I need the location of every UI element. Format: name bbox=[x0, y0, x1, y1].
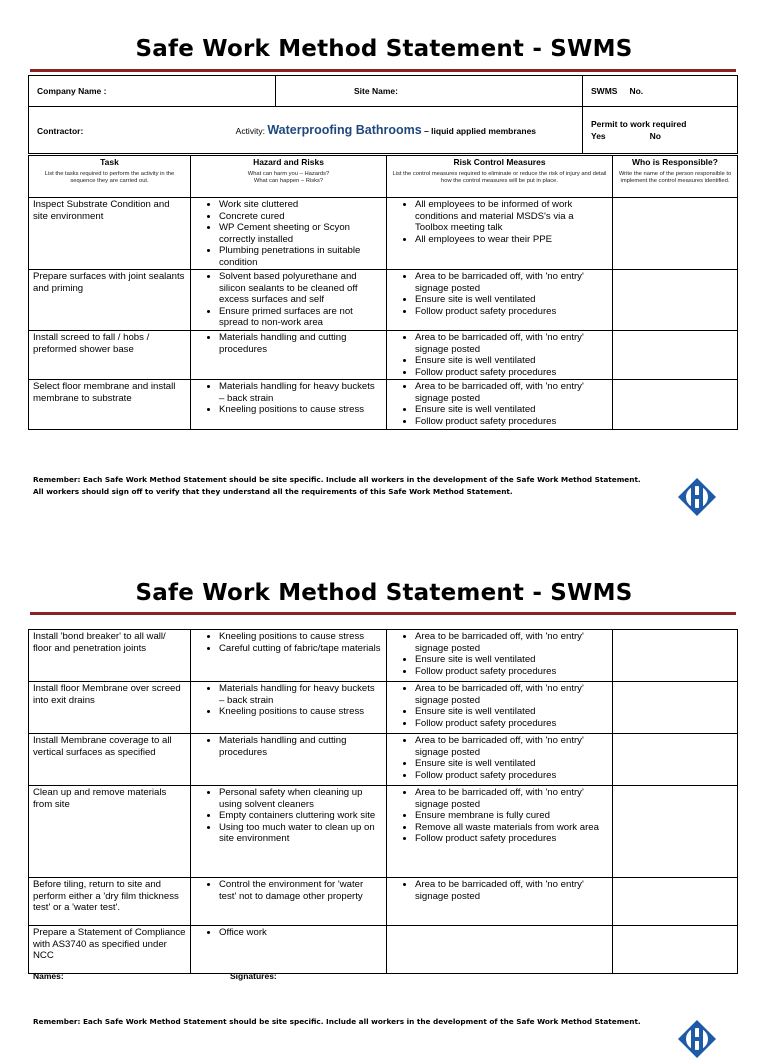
task-cell[interactable]: Select floor membrane and install membrane to substrate bbox=[29, 380, 191, 430]
site-name-cell[interactable] bbox=[276, 76, 583, 107]
hazard-cell[interactable] bbox=[191, 926, 387, 974]
control-item: • All employees to be informed of work conditions and material MSDS's via a Toolbox meeting talk bbox=[415, 199, 608, 234]
control-cell[interactable] bbox=[387, 630, 613, 682]
table-row bbox=[29, 734, 738, 786]
hazard-item: • Solvent based polyurethane and silicon sealants to be cleaned off excess surfaces and self bbox=[219, 271, 382, 306]
hazard-item: • Ensure primed surfaces are not spread to non-work area bbox=[219, 306, 382, 329]
control-item: • Ensure site is well ventilated bbox=[415, 654, 608, 666]
hazard-item: • Kneeling positions to cause stress bbox=[219, 404, 382, 416]
activity-suffix: – liquid applied membranes bbox=[424, 126, 537, 136]
control-cell[interactable] bbox=[387, 734, 613, 786]
hazard-item: • Empty containers cluttering work site bbox=[219, 810, 382, 822]
contractor-label: Contractor: bbox=[37, 126, 84, 136]
column-header-responsible: Who is Responsible? Write the name of the person responsible to implement the control measures identified. bbox=[613, 156, 738, 198]
control-item: • Follow product safety procedures bbox=[415, 416, 608, 428]
site-name-label: Site Name: bbox=[354, 86, 398, 96]
hazard-item: • Control the environment for 'water test' not to damage other property bbox=[219, 879, 382, 902]
task-cell[interactable]: Prepare surfaces with joint sealants and priming bbox=[29, 270, 191, 331]
task-cell[interactable]: Install screed to fall / hobs / preformed shower base bbox=[29, 331, 191, 380]
reminder-line-1b: Remember: Each Safe Work Method Statement should be site specific. Include all workers in the development of the Safe Work Method Statement. bbox=[33, 1017, 641, 1026]
responsible-cell[interactable] bbox=[613, 734, 738, 786]
control-item: • Follow product safety procedures bbox=[415, 367, 608, 379]
permit-cell[interactable] bbox=[583, 107, 738, 154]
reminder-note-2 bbox=[33, 1016, 641, 1028]
control-cell[interactable] bbox=[387, 270, 613, 331]
control-item: • Area to be barricaded off, with 'no entry' signage posted bbox=[415, 787, 608, 810]
control-cell[interactable] bbox=[387, 926, 613, 974]
control-item: • Area to be barricaded off, with 'no entry' signage posted bbox=[415, 271, 608, 294]
hazard-cell[interactable] bbox=[191, 331, 387, 380]
names-label: Names: bbox=[33, 971, 64, 981]
responsible-cell[interactable] bbox=[613, 786, 738, 878]
hazard-item: • WP Cement sheeting or Scyon correctly installed bbox=[219, 222, 382, 245]
control-item: • Area to be barricaded off, with 'no entry' signage posted bbox=[415, 332, 608, 355]
column-header-task: Task List the tasks required to perform the activity in the sequence they are carried out. bbox=[29, 156, 191, 198]
table-row bbox=[29, 630, 738, 682]
table-row bbox=[29, 786, 738, 878]
title-rule-2 bbox=[30, 612, 736, 615]
control-cell[interactable] bbox=[387, 198, 613, 270]
hazard-item: • Careful cutting of fabric/tape materials bbox=[219, 643, 382, 655]
control-item: • Area to be barricaded off, with 'no entry' signage posted bbox=[415, 735, 608, 758]
hazard-item: • Materials handling for heavy buckets – back strain bbox=[219, 683, 382, 706]
activity-name: Waterproofing Bathrooms bbox=[267, 123, 422, 137]
hazard-item: • Work site cluttered bbox=[219, 199, 382, 211]
control-item: • Ensure site is well ventilated bbox=[415, 404, 608, 416]
control-cell[interactable] bbox=[387, 878, 613, 926]
control-item: • Follow product safety procedures bbox=[415, 666, 608, 678]
responsible-cell[interactable] bbox=[613, 198, 738, 270]
column-header-controls: Risk Control Measures List the control measures required to eliminate or reduce the risk of injury and detail how the control measures will be put in place. bbox=[387, 156, 613, 198]
hazard-item: • Personal safety when cleaning up using solvent cleaners bbox=[219, 787, 382, 810]
control-item: • Ensure membrane is fully cured bbox=[415, 810, 608, 822]
column-header-hazards: Hazard and Risks What can harm you – Hazards? What can happen – Risks? bbox=[191, 156, 387, 198]
task-cell[interactable]: Before tiling, return to site and perform either a 'dry film thickness test' or a 'water test'. bbox=[29, 878, 191, 926]
hazard-item: • Office work bbox=[219, 927, 382, 939]
control-cell[interactable] bbox=[387, 331, 613, 380]
company-name-cell[interactable] bbox=[29, 76, 276, 107]
control-item: • Follow product safety procedures bbox=[415, 718, 608, 730]
task-cell[interactable]: Clean up and remove materials from site bbox=[29, 786, 191, 878]
table-row bbox=[29, 331, 738, 380]
control-item: • Follow product safety procedures bbox=[415, 833, 608, 845]
company-name-label: Company Name : bbox=[37, 86, 107, 96]
control-item: • Ensure site is well ventilated bbox=[415, 706, 608, 718]
hazard-item: • Concrete cured bbox=[219, 211, 382, 223]
hazard-item: • Materials handling and cutting procedures bbox=[219, 735, 382, 758]
page-title-2: Safe Work Method Statement - SWMS bbox=[135, 580, 633, 606]
activity-label: Activity: bbox=[235, 126, 265, 136]
hazard-cell[interactable] bbox=[191, 786, 387, 878]
control-item: • Remove all waste materials from work area bbox=[415, 822, 608, 834]
control-item: • Area to be barricaded off, with 'no entry' signage posted bbox=[415, 879, 608, 902]
table-row bbox=[29, 926, 738, 974]
hazard-cell[interactable] bbox=[191, 380, 387, 430]
responsible-cell[interactable] bbox=[613, 630, 738, 682]
header-table bbox=[28, 75, 738, 154]
control-cell[interactable] bbox=[387, 682, 613, 734]
page-title: Safe Work Method Statement - SWMS bbox=[135, 36, 633, 62]
control-item: • Follow product safety procedures bbox=[415, 770, 608, 782]
hazard-item: • Materials handling for heavy buckets – back strain bbox=[219, 381, 382, 404]
control-item: • Area to be barricaded off, with 'no entry' signage posted bbox=[415, 683, 608, 706]
task-cell[interactable]: Install floor Membrane over screed into exit drains bbox=[29, 682, 191, 734]
task-cell[interactable]: Install Membrane coverage to all vertical surfaces as specified bbox=[29, 734, 191, 786]
task-cell[interactable]: Inspect Substrate Condition and site environment bbox=[29, 198, 191, 270]
hazard-cell[interactable] bbox=[191, 734, 387, 786]
control-item: • Ensure site is well ventilated bbox=[415, 355, 608, 367]
control-item: • Follow product safety procedures bbox=[415, 306, 608, 318]
signatures-label: Signatures: bbox=[230, 971, 277, 981]
hazard-cell[interactable] bbox=[191, 878, 387, 926]
table-row bbox=[29, 682, 738, 734]
control-item: • All employees to wear their PPE bbox=[415, 234, 608, 246]
control-cell[interactable] bbox=[387, 380, 613, 430]
hazard-cell[interactable] bbox=[191, 682, 387, 734]
control-item: • Ensure site is well ventilated bbox=[415, 758, 608, 770]
title-rule bbox=[30, 69, 736, 72]
table-row bbox=[29, 198, 738, 270]
swms-no-cell[interactable] bbox=[583, 76, 738, 107]
table-row bbox=[29, 878, 738, 926]
hazard-item: • Kneeling positions to cause stress bbox=[219, 706, 382, 718]
hazard-cell[interactable] bbox=[191, 270, 387, 331]
task-cell[interactable]: Prepare a Statement of Compliance with AS3740 as specified under NCC bbox=[29, 926, 191, 974]
hazard-cell[interactable] bbox=[191, 198, 387, 270]
reminder-line-2: All workers should sign off to verify that they understand all the requirements of this Safe Work Method Statement. bbox=[33, 487, 513, 496]
table-row bbox=[29, 380, 738, 430]
company-logo-icon bbox=[676, 476, 718, 518]
permit-no[interactable]: No bbox=[649, 131, 661, 141]
reminder-line-1: Remember: Each Safe Work Method Statement should be site specific. Include all workers in the development of the Safe Work Method Statement. bbox=[33, 475, 641, 484]
hazard-item: • Materials handling and cutting procedures bbox=[219, 332, 382, 355]
task-table-page1 bbox=[28, 155, 738, 430]
control-cell[interactable] bbox=[387, 786, 613, 878]
swms-label: SWMS bbox=[591, 86, 618, 96]
task-cell[interactable]: Install 'bond breaker' to all wall/ floor and penetration joints bbox=[29, 630, 191, 682]
reminder-note bbox=[33, 474, 641, 498]
task-table-page2 bbox=[28, 629, 738, 974]
hazard-cell[interactable] bbox=[191, 630, 387, 682]
company-logo-icon-2 bbox=[676, 1018, 718, 1060]
responsible-cell[interactable] bbox=[613, 878, 738, 926]
hazard-item: • Kneeling positions to cause stress bbox=[219, 631, 382, 643]
contractor-activity-cell[interactable] bbox=[29, 107, 583, 154]
permit-label: Permit to work required bbox=[591, 119, 687, 129]
swms-no-label: No. bbox=[629, 86, 644, 96]
responsible-cell[interactable] bbox=[613, 270, 738, 331]
control-item: • Ensure site is well ventilated bbox=[415, 294, 608, 306]
table-row bbox=[29, 270, 738, 331]
hazard-item: • Plumbing penetrations in suitable condition bbox=[219, 245, 382, 268]
hazard-item: • Using too much water to clean up on site environment bbox=[219, 822, 382, 845]
responsible-cell[interactable] bbox=[613, 380, 738, 430]
control-item: • Area to be barricaded off, with 'no entry' signage posted bbox=[415, 631, 608, 654]
responsible-cell[interactable] bbox=[613, 682, 738, 734]
control-item: • Area to be barricaded off, with 'no entry' signage posted bbox=[415, 381, 608, 404]
responsible-cell[interactable] bbox=[613, 926, 738, 974]
column-header-row bbox=[29, 156, 738, 198]
permit-yes[interactable]: Yes bbox=[591, 131, 606, 141]
responsible-cell[interactable] bbox=[613, 331, 738, 380]
